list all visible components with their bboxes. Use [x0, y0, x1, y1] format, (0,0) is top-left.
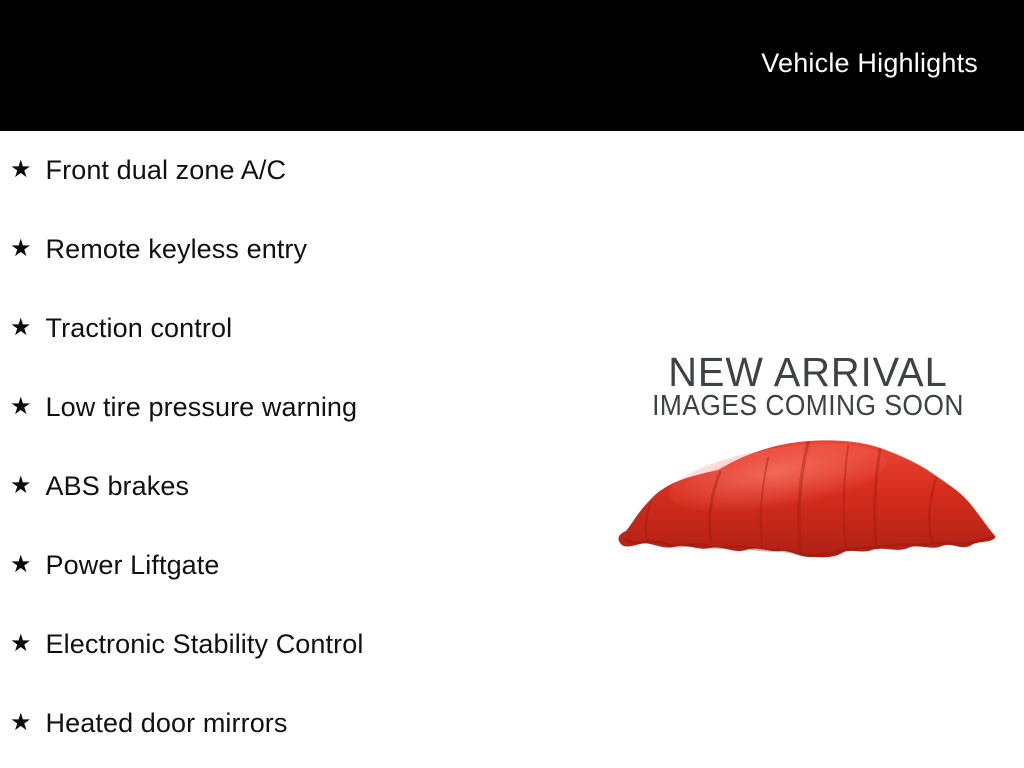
star-bullet-icon: ★	[10, 629, 32, 657]
highlight-label: Remote keyless entry	[45, 234, 308, 264]
star-bullet-icon: ★	[10, 234, 32, 262]
list-item	[0, 684, 560, 763]
page-title: Vehicle Highlights	[761, 48, 978, 78]
highlight-label: Power Liftgate	[45, 550, 220, 580]
star-bullet-icon: ★	[10, 313, 32, 341]
highlight-label: Front dual zone A/C	[45, 155, 287, 185]
images-coming-soon-text: IMAGES COMING SOON	[652, 390, 964, 422]
star-bullet-icon: ★	[10, 155, 32, 183]
star-bullet-icon: ★	[10, 471, 32, 499]
vehicle-highlights-list	[0, 131, 560, 763]
list-item	[0, 131, 560, 210]
new-arrival-placeholder	[618, 351, 998, 423]
star-bullet-icon: ★	[10, 550, 32, 578]
highlight-label: Electronic Stability Control	[45, 629, 364, 659]
highlight-label: Heated door mirrors	[45, 708, 288, 738]
list-item	[0, 368, 560, 447]
highlight-label: ABS brakes	[45, 471, 190, 501]
list-item	[0, 605, 560, 684]
highlight-label: Low tire pressure warning	[45, 392, 358, 422]
list-item	[0, 210, 560, 289]
list-item	[0, 289, 560, 368]
star-bullet-icon: ★	[10, 392, 32, 420]
list-item	[0, 447, 560, 526]
new-arrival-text: NEW ARRIVAL	[668, 349, 948, 395]
covered-car-image	[618, 436, 1000, 562]
highlight-label: Traction control	[45, 313, 233, 343]
star-bullet-icon: ★	[10, 708, 32, 736]
list-item	[0, 526, 560, 605]
header-bar	[0, 0, 1024, 131]
